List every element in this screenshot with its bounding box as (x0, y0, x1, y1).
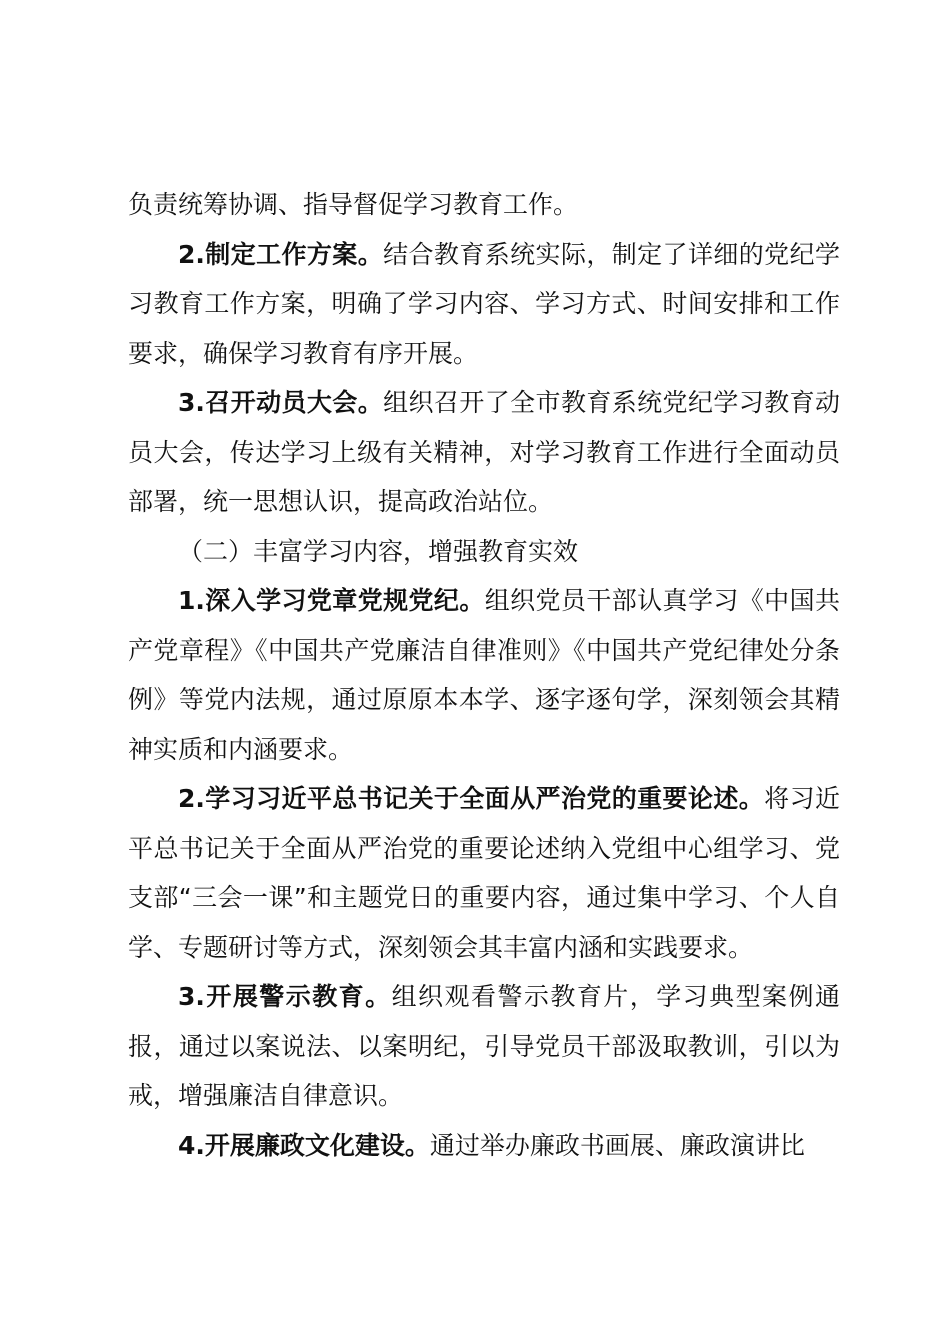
paragraph-heading: 2.学习习近平总书记关于全面从严治党的重要论述。 (178, 784, 765, 813)
paragraph-text: 组织观看警示教育片，学习典型案例通报，通过以案说法、以案明纪，引导党员干部汲取教训，引以为戒，增强廉洁自律意识。 (128, 982, 840, 1110)
paragraph-text: 组织党员干部认真学习《中国共产党章程》《中国共产党廉洁自律准则》《中国共产党纪律处分条例》等党内法规，通过原原本本学、逐字逐句学，深刻领会其精神实质和内涵要求。 (128, 586, 840, 764)
paragraph-item (128, 972, 840, 1121)
paragraph-text: 负责统筹协调、指导督促学习教育工作。 (128, 190, 579, 219)
paragraph-text: 结合教育系统实际，制定了详细的党纪学习教育工作方案，明确了学习内容、学习方式、时间安排和工作要求，确保学习教育有序开展。 (128, 239, 840, 368)
paragraph-heading: 3.开展警示教育。 (178, 982, 392, 1011)
paragraph-continuation (128, 180, 840, 230)
paragraph-item (128, 230, 840, 379)
paragraph-heading: 1.深入学习党章党规党纪。 (178, 586, 485, 615)
paragraph-heading: 2.制定工作方案。 (178, 239, 384, 269)
paragraph-item (128, 378, 840, 527)
paragraph-item (128, 1121, 840, 1171)
paragraph-item (128, 576, 840, 774)
paragraph-heading: 3.召开动员大会。 (178, 388, 384, 417)
section-heading (128, 527, 840, 577)
document-body (128, 180, 840, 1170)
paragraph-text: 组织召开了全市教育系统党纪学习教育动员大会，传达学习上级有关精神，对学习教育工作进行全面动员部署，统一思想认识，提高政治站位。 (128, 388, 840, 516)
section-heading-text: （二）丰富学习内容，增强教育实效 (178, 536, 579, 566)
paragraph-heading: 4.开展廉政文化建设。 (178, 1130, 430, 1160)
paragraph-text: 将习近平总书记关于全面从严治党的重要论述纳入党组中心组学习、党支部“三会一课”和主题党日的重要内容，通过集中学习、个人自学、专题研讨等方式，深刻领会其丰富内涵和实践要求。 (128, 784, 840, 962)
paragraph-item (128, 774, 840, 972)
paragraph-text: 通过举办廉政书画展、廉政演讲比 (429, 1130, 805, 1160)
